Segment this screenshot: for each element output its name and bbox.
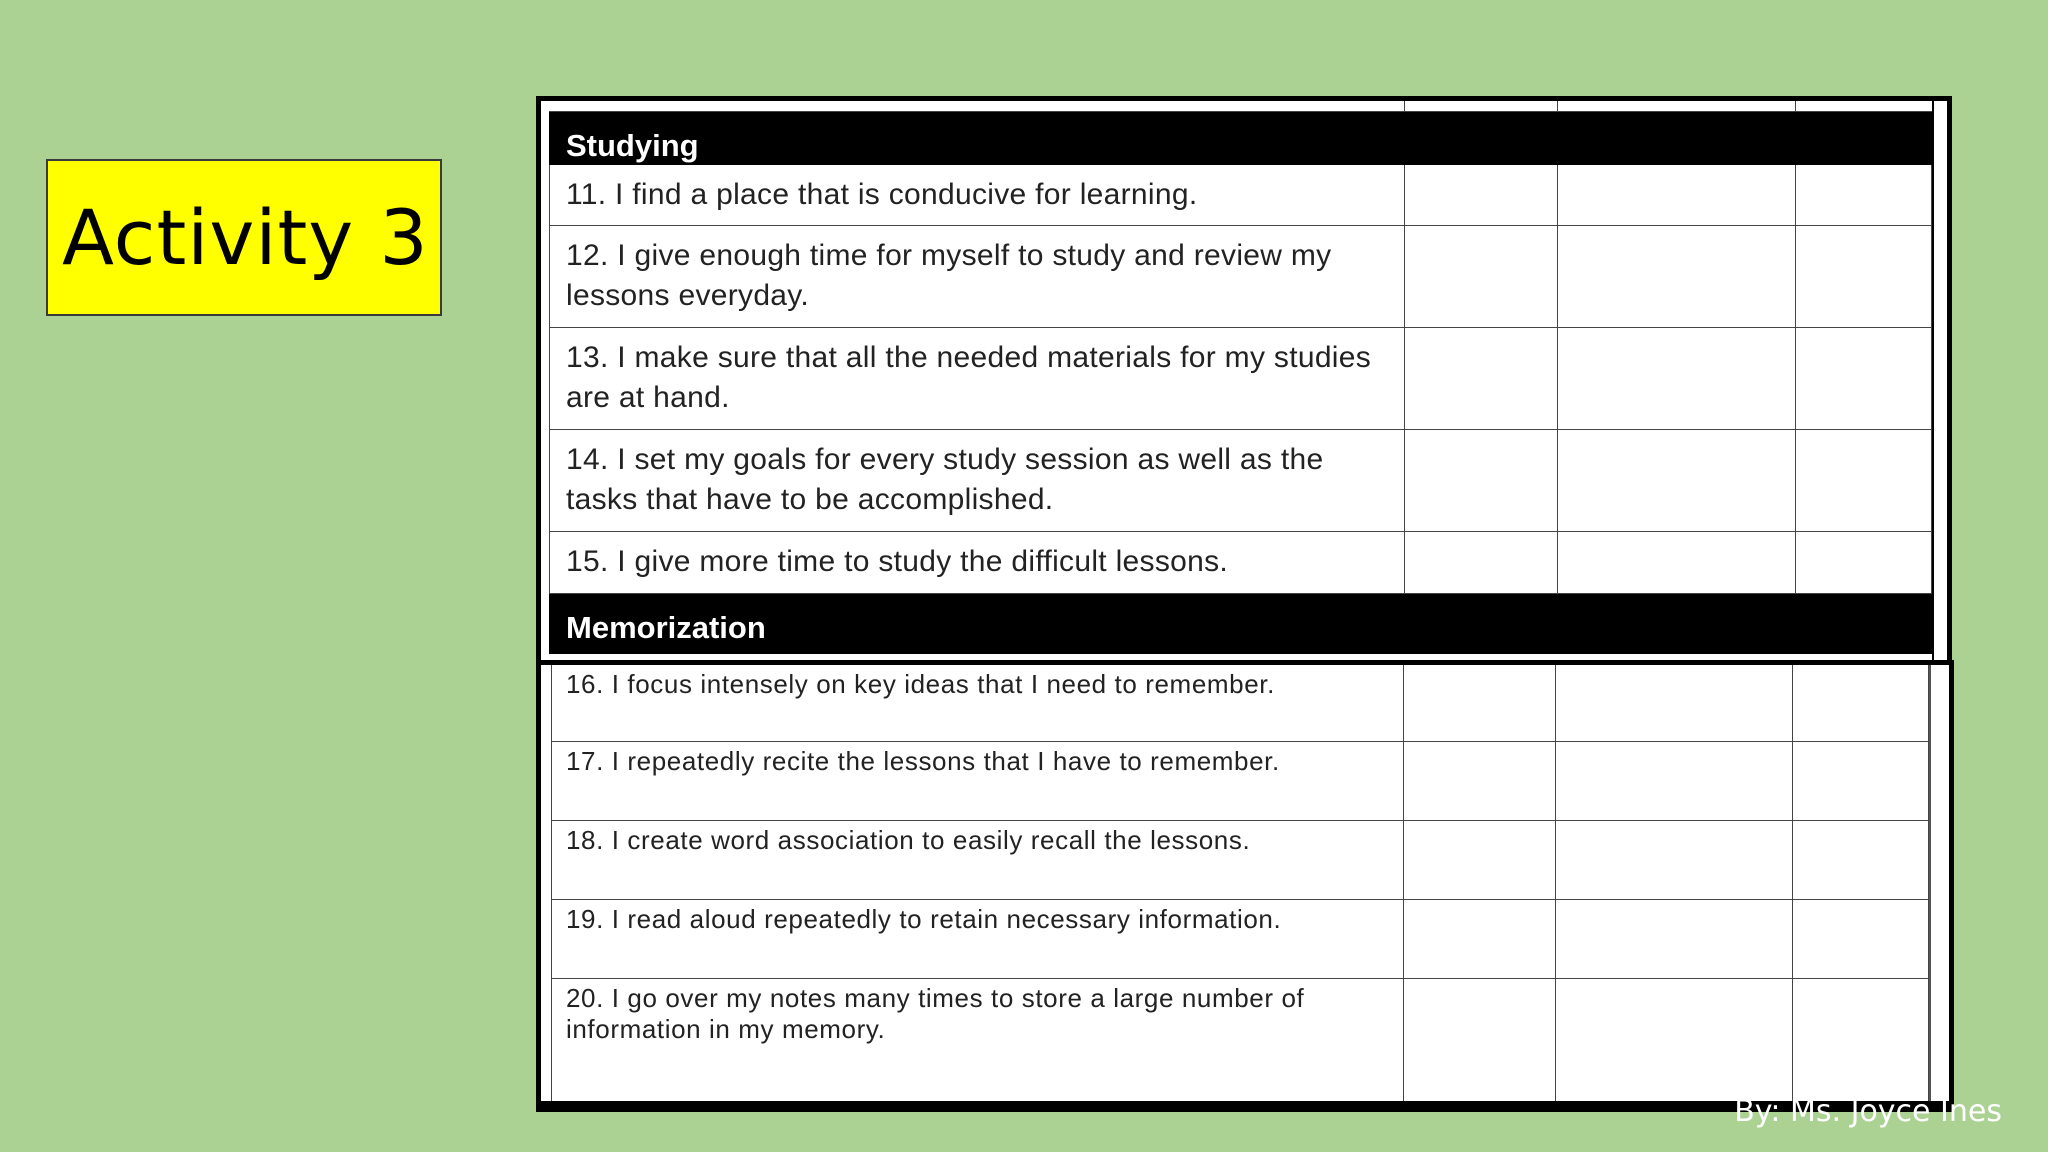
response-cell[interactable] — [1793, 741, 1929, 820]
table-row — [552, 820, 1929, 899]
item-text: 11. I find a place that is conducive for learning. — [550, 164, 1405, 225]
response-cell[interactable] — [1556, 820, 1793, 899]
activity-title: Activity 3 — [62, 193, 429, 282]
response-cell[interactable] — [1793, 665, 1929, 741]
item-text: 16. I focus intensely on key ideas that I need to remember. — [552, 665, 1404, 741]
table-row — [550, 164, 1932, 225]
response-cell[interactable] — [1558, 164, 1796, 225]
memorization-worksheet — [536, 660, 1954, 1112]
item-text: 13. I make sure that all the needed materials for my studies are at hand. — [550, 327, 1405, 429]
response-cell[interactable] — [1793, 899, 1929, 978]
response-cell[interactable] — [1556, 665, 1793, 741]
table-row — [552, 899, 1929, 978]
item-text: 19. I read aloud repeatedly to retain necessary information. — [552, 899, 1404, 978]
response-cell[interactable] — [1558, 327, 1796, 429]
response-cell[interactable] — [1405, 429, 1558, 531]
table-row — [552, 665, 1929, 741]
studying-worksheet — [536, 96, 1952, 674]
response-cell[interactable] — [1796, 164, 1932, 225]
item-text: 17. I repeatedly recite the lessons that I have to remember. — [552, 741, 1404, 820]
response-cell[interactable] — [1405, 531, 1558, 593]
response-cell[interactable] — [1796, 531, 1932, 593]
response-cell[interactable] — [1405, 164, 1558, 225]
response-cell[interactable] — [1404, 665, 1556, 741]
table-row — [550, 429, 1932, 531]
item-text: 20. I go over my notes many times to store a large number of information in my memory. — [552, 978, 1404, 1104]
response-cell[interactable] — [1404, 741, 1556, 820]
section-header-memorization: Memorization — [550, 593, 1932, 653]
response-cell[interactable] — [1796, 327, 1932, 429]
table-row — [552, 741, 1929, 820]
response-cell[interactable] — [1796, 429, 1932, 531]
section-header-studying: Studying — [550, 111, 1932, 164]
response-cell[interactable] — [1556, 899, 1793, 978]
item-text: 12. I give enough time for myself to study and review my lessons everyday. — [550, 225, 1405, 327]
response-cell[interactable] — [1404, 899, 1556, 978]
response-cell[interactable] — [1556, 978, 1793, 1104]
response-cell[interactable] — [1796, 225, 1932, 327]
response-cell[interactable] — [1793, 820, 1929, 899]
item-text: 18. I create word association to easily recall the lessons. — [552, 820, 1404, 899]
studying-table — [549, 101, 1932, 654]
response-cell[interactable] — [1558, 225, 1796, 327]
response-cell[interactable] — [1558, 429, 1796, 531]
author-credit: By: Ms. Joyce Ines — [1734, 1094, 2002, 1129]
response-cell[interactable] — [1405, 225, 1558, 327]
table-row — [552, 978, 1929, 1104]
activity-title-box — [46, 159, 442, 316]
table-row — [550, 327, 1932, 429]
item-text: 15. I give more time to study the difficult lessons. — [550, 531, 1405, 593]
memorization-table — [551, 665, 1929, 1105]
response-cell[interactable] — [1793, 978, 1929, 1104]
table-row — [550, 531, 1932, 593]
item-text: 14. I set my goals for every study session as well as the tasks that have to be accomplished. — [550, 429, 1405, 531]
response-cell[interactable] — [1405, 327, 1558, 429]
response-cell[interactable] — [1404, 978, 1556, 1104]
table-row — [550, 225, 1932, 327]
response-cell[interactable] — [1404, 820, 1556, 899]
response-cell[interactable] — [1558, 531, 1796, 593]
response-cell[interactable] — [1556, 741, 1793, 820]
